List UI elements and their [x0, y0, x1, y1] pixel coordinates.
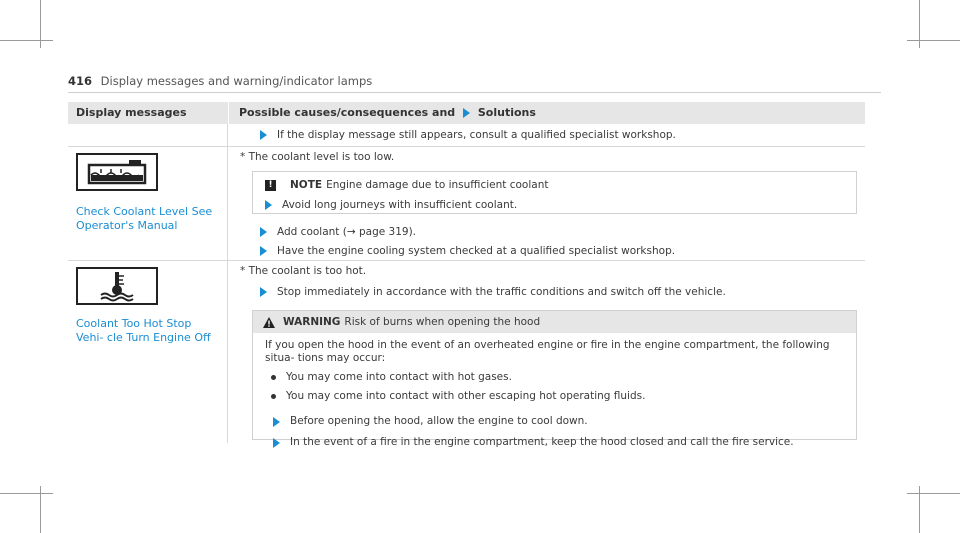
bullet-dot-icon: [271, 375, 276, 380]
arrow-right-icon: [265, 200, 272, 210]
list-item: You may come into contact with hot gases.: [265, 371, 846, 384]
header-divider: [68, 92, 881, 93]
coolant-level-icon: [76, 153, 158, 191]
messages-table: [68, 102, 865, 448]
warning-triangle-icon: [263, 317, 275, 328]
crop-mark: [0, 40, 53, 41]
section-title: Display messages and warning/indicator lamps: [100, 74, 373, 88]
note-box: [252, 171, 857, 214]
bullet-dot-icon: [271, 394, 276, 399]
list-item: If the display message still appears, consult a qualified specialist workshop.: [238, 129, 676, 141]
list-item: You may come into contact with other escaping hot operating fluids.: [265, 390, 846, 403]
col-header-causes: Possible causes/consequences and Solutions: [228, 102, 865, 124]
warning-title: WARNING: [283, 316, 341, 328]
display-message-coolant-level: Check Coolant Level See Operator's Manual: [76, 205, 213, 232]
arrow-right-icon: [260, 246, 267, 256]
note-title: NOTE: [290, 179, 323, 191]
table-header: [68, 102, 865, 124]
table-row: [68, 147, 865, 261]
crop-mark: [0, 493, 53, 494]
list-item: Stop immediately in accordance with the traffic conditions and switch off the vehicle.: [238, 286, 857, 298]
cause-text: * The coolant level is too low.: [240, 151, 395, 163]
arrow-right-icon: [463, 108, 470, 118]
arrow-right-icon: [260, 130, 267, 140]
list-item: Add coolant (→ page 319).: [238, 226, 857, 238]
warning-text: Risk of burns when opening the hood: [344, 316, 541, 328]
list-item: In the event of a fire in the engine compartment, keep the hood closed and call the fire service.: [265, 436, 846, 449]
coolant-temperature-icon: [76, 267, 158, 305]
table-row: [68, 124, 865, 147]
arrow-right-icon: [260, 287, 267, 297]
list-item: Have the engine cooling system checked at a qualified specialist workshop.: [238, 245, 857, 257]
page-header: [68, 74, 372, 88]
warning-body: If you open the hood in the event of an overheated engine or fire in the engine compartment, the following situa- tions may occur:: [265, 339, 830, 364]
notice-icon: !: [265, 180, 276, 191]
arrow-right-icon: [273, 417, 280, 427]
list-item: Before opening the hood, allow the engine to cool down.: [265, 415, 846, 428]
page-number: 416: [68, 74, 93, 88]
note-text: Engine damage due to insufficient coolant: [326, 179, 549, 191]
col-header-display-messages: Display messages: [76, 106, 187, 119]
crop-mark: [907, 40, 960, 41]
display-message-coolant-hot: Coolant Too Hot Stop Vehi- cle Turn Engine Off: [76, 317, 211, 344]
list-item: Avoid long journeys with insufficient coolant.: [253, 199, 856, 211]
arrow-right-icon: [273, 438, 280, 448]
arrow-right-icon: [260, 227, 267, 237]
crop-mark: [907, 493, 960, 494]
cause-text: * The coolant is too hot.: [240, 265, 367, 277]
table-row: [68, 261, 865, 448]
warning-box: [252, 310, 857, 448]
